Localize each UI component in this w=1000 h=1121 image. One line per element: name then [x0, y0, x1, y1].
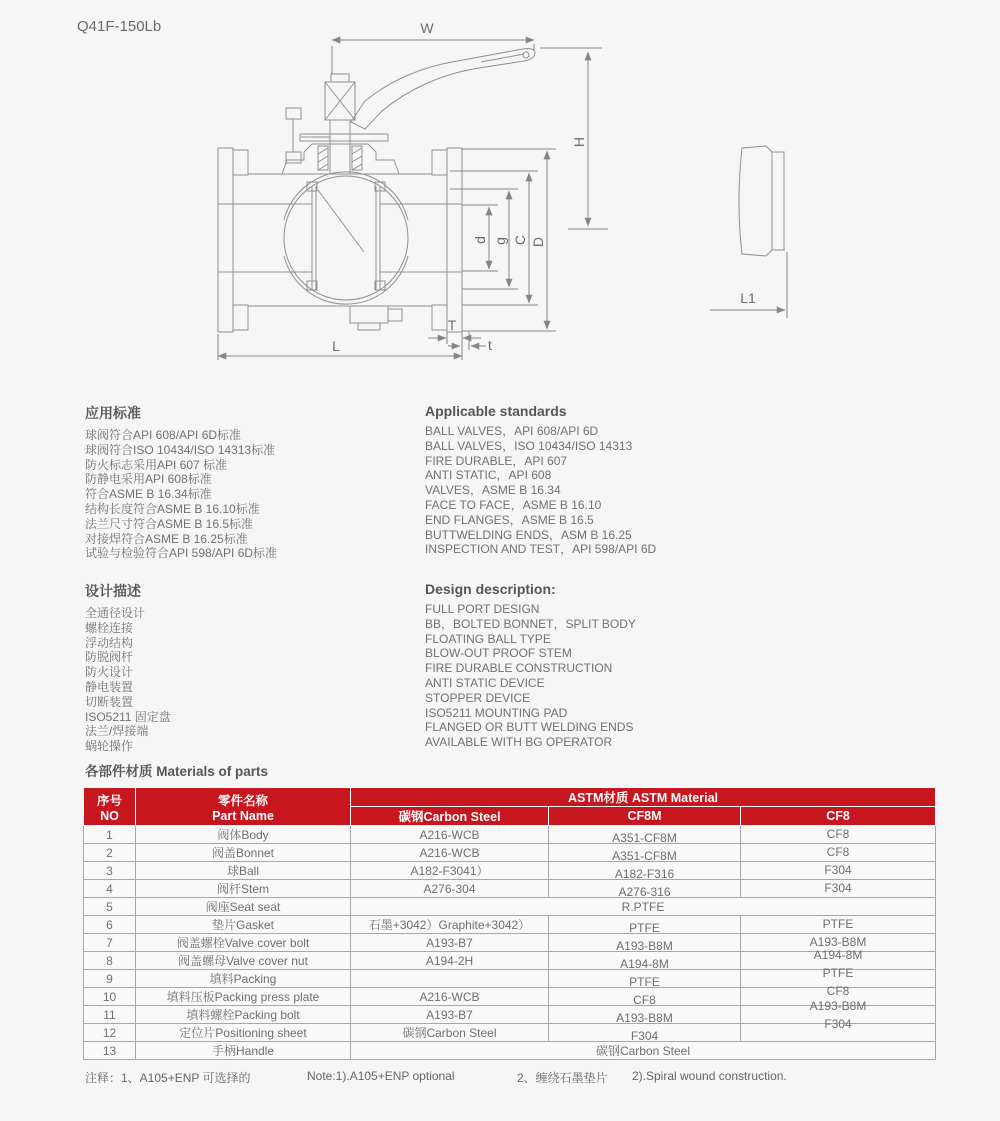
- cell-carbon-steel: 石墨+3042）Graphite+3042）: [351, 916, 549, 934]
- standard-item: FIRE DURABLE，API 607: [425, 453, 568, 468]
- standard-item: FACE TO FACE，ASME B 16.10: [425, 497, 602, 512]
- cell-carbon-steel: A216-WCB: [351, 844, 549, 862]
- design-item: FULL PORT DESIGN: [425, 602, 540, 616]
- design-item: ANTI STATIC DEVICE: [425, 675, 545, 690]
- header-no-cn: 序号: [96, 793, 122, 808]
- cell-cf8: A193-B8M: [741, 934, 936, 952]
- header-no-en: NO: [100, 808, 119, 823]
- standard-item: BUTTWELDING ENDS，ASM B 16.25: [425, 527, 632, 542]
- table-row: [84, 1006, 936, 1024]
- valve-technical-drawing: [0, 0, 1000, 395]
- cell-part: 阀体Body: [136, 826, 351, 844]
- table-header-row: [84, 788, 936, 807]
- cell-no: 13: [84, 1042, 136, 1060]
- cell-carbon-steel: A216-WCB: [351, 826, 549, 844]
- design-list-cn: [85, 606, 425, 754]
- design-item: BLOW-OUT PROOF STEM: [425, 646, 572, 661]
- cell-part: 阀座Seat seat: [136, 898, 351, 916]
- cell-carbon-steel: A216-WCB: [351, 988, 549, 1006]
- table-row: [84, 862, 936, 880]
- cell-cf8m: A351-CF8M: [549, 826, 741, 844]
- cell-part: 垫片Gasket: [136, 916, 351, 934]
- cell-no: 4: [84, 880, 136, 898]
- cell-no: 8: [84, 952, 136, 970]
- cell-cf8m: PTFE: [549, 916, 741, 934]
- cell-cf8: PTFE: [741, 916, 936, 934]
- standards-list-en: [425, 424, 765, 557]
- table-row: [84, 916, 936, 934]
- cell-carbon-steel: A182-F3041）: [351, 862, 549, 880]
- materials-table: [83, 787, 936, 1060]
- dim-label-t-big: T: [447, 317, 457, 333]
- design-description-cn: [85, 581, 425, 754]
- cell-part: 填料螺栓Packing bolt: [136, 1006, 351, 1024]
- cell-cf8: F304: [741, 1024, 936, 1042]
- section-heading: 应用标准: [85, 405, 141, 421]
- cell-part: 球Ball: [136, 862, 351, 880]
- materials-table-title: 各部件材质 Materials of parts: [85, 764, 269, 779]
- cell-part: 阀杆Stem: [136, 880, 351, 898]
- cell-part: 阀盖螺栓Valve cover bolt: [136, 934, 351, 952]
- cell-no: 2: [84, 844, 136, 862]
- standards-list-cn: [85, 428, 425, 561]
- applicable-standards-cn: [85, 403, 425, 561]
- design-description-en: [425, 581, 765, 750]
- valve-side-view: [739, 146, 784, 256]
- cell-carbon-steel: [351, 970, 549, 988]
- cell-part: 手柄Handle: [136, 1042, 351, 1060]
- design-item: FLOATING BALL TYPE: [425, 631, 551, 646]
- cell-no: 6: [84, 916, 136, 934]
- cell-no: 11: [84, 1006, 136, 1024]
- design-item: STOPPER DEVICE: [425, 690, 531, 705]
- cell-cf8m: A193-B8M: [549, 1006, 741, 1024]
- design-item: 防脱阀杆: [85, 650, 134, 665]
- applicable-standards-en: [425, 403, 765, 557]
- standard-item: 对接焊符合ASME B 16.25标准: [85, 531, 248, 546]
- table-row: [84, 1024, 936, 1042]
- cell-part: 阀盖螺母Valve cover nut: [136, 952, 351, 970]
- standard-item: 防静电采用API 608标准: [85, 472, 212, 487]
- table-row: [84, 934, 936, 952]
- standard-item: VALVES，ASME B 16.34: [425, 483, 561, 498]
- table-row: [84, 880, 936, 898]
- design-item: 全通径设计: [85, 606, 146, 620]
- cell-part: 阀盖Bonnet: [136, 844, 351, 862]
- dim-label-l: L: [332, 338, 340, 354]
- table-row: [84, 988, 936, 1006]
- standard-item: 结构长度符合ASME B 16.10标准: [85, 501, 260, 516]
- cell-cf8: PTFE: [741, 970, 936, 988]
- section-heading: Applicable standards: [425, 403, 567, 419]
- standard-item: BALL VALVES，API 608/API 6D: [425, 424, 599, 438]
- dim-label-g: g: [492, 237, 508, 245]
- dimension-lines: [218, 40, 787, 360]
- standard-item: 试验与检验符合API 598/API 6D标准: [85, 546, 278, 561]
- cell-carbon-steel: A276-304: [351, 880, 549, 898]
- footnote-cn-2: 2、缠绕石墨垫片: [517, 1071, 608, 1085]
- header-part-cn: 零件名称: [217, 793, 268, 808]
- design-item: 浮动结构: [85, 635, 134, 650]
- cell-cf8: CF8: [741, 844, 936, 862]
- header-part-en: Part Name: [212, 808, 274, 823]
- section-heading: Design description:: [425, 581, 556, 597]
- standard-item: 符合ASME B 16.34标准: [85, 487, 212, 502]
- cell-cf8: A193-B8M: [741, 1006, 936, 1024]
- standard-item: INSPECTION AND TEST，API 598/API 6D: [425, 542, 657, 557]
- design-item: 螺栓连接: [85, 620, 134, 635]
- cell-cf8m: CF8: [549, 988, 741, 1006]
- standard-item: ANTI STATIC，API 608: [425, 468, 552, 483]
- cell-cf8m: A193-B8M: [549, 934, 741, 952]
- footnote-en-1: Note:1).A105+ENP optional: [307, 1069, 455, 1083]
- design-list-en: [425, 602, 765, 750]
- header-cf8m: CF8M: [549, 807, 741, 826]
- cell-cf8: F304: [741, 862, 936, 880]
- header-no: [84, 788, 136, 826]
- header-cf8: CF8: [741, 807, 936, 826]
- dim-label-c: C: [512, 234, 528, 246]
- cell-cf8m: A194-8M: [549, 952, 741, 970]
- cell-cf8: CF8: [741, 826, 936, 844]
- cell-part: 定位片Positioning sheet: [136, 1024, 351, 1042]
- table-row: [84, 1042, 936, 1060]
- table-row: [84, 898, 936, 916]
- design-item: AVAILABLE WITH BG OPERATOR: [425, 735, 613, 750]
- section-heading: 设计描述: [85, 583, 141, 599]
- dim-label-d: d: [472, 236, 488, 244]
- design-item: 法兰/焊接端: [85, 724, 149, 739]
- cell-no: 3: [84, 862, 136, 880]
- cell-cf8m: A182-F316: [549, 862, 741, 880]
- cell-material-span: 碳钢Carbon Steel: [351, 1042, 936, 1060]
- cell-cf8: F304: [741, 880, 936, 898]
- cell-no: 10: [84, 988, 136, 1006]
- design-item: 切断装置: [85, 694, 134, 709]
- design-item: 防火设计: [85, 665, 134, 680]
- header-carbon-steel: 碳钢Carbon Steel: [351, 807, 549, 826]
- design-item: BB，BOLTED BONNET，SPLIT BODY: [425, 616, 636, 631]
- cell-carbon-steel: A194-2H: [351, 952, 549, 970]
- cell-cf8m: A276-316: [549, 880, 741, 898]
- cell-material-span: R.PTFE: [351, 898, 936, 916]
- standard-item: BALL VALVES，ISO 10434/ISO 14313: [425, 438, 633, 453]
- cell-cf8m: PTFE: [549, 970, 741, 988]
- table-row: [84, 952, 936, 970]
- cell-cf8: CF8: [741, 988, 936, 1006]
- cell-cf8m: A351-CF8M: [549, 844, 741, 862]
- design-item: FIRE DURABLE CONSTRUCTION: [425, 661, 613, 676]
- cell-carbon-steel: A193-B7: [351, 1006, 549, 1024]
- cell-no: 5: [84, 898, 136, 916]
- standard-item: 法兰尺寸符合ASME B 16.5标准: [85, 516, 254, 531]
- dim-label-w: W: [420, 20, 434, 36]
- dim-label-dd: D: [530, 236, 546, 248]
- page-title: Q41F-150Lb: [77, 18, 162, 35]
- cell-part: 填料压板Packing press plate: [136, 988, 351, 1006]
- standard-item: 球阀符合API 608/API 6D标准: [85, 428, 242, 442]
- design-item: ISO5211 固定盘: [85, 709, 171, 724]
- standard-item: 防火标志采用API 607 标准: [85, 457, 228, 472]
- design-item: ISO5211 MOUNTING PAD: [425, 705, 568, 720]
- dim-label-t-small: t: [488, 337, 492, 353]
- design-item: 蜗轮操作: [85, 739, 134, 754]
- cell-part: 填料Packing: [136, 970, 351, 988]
- cell-carbon-steel: A193-B7: [351, 934, 549, 952]
- cell-carbon-steel: 碳钢Carbon Steel: [351, 1024, 549, 1042]
- footnote-en-2: 2).Spiral wound construction.: [632, 1069, 787, 1083]
- table-row: [84, 970, 936, 988]
- cell-cf8: A194-8M: [741, 952, 936, 970]
- header-astm-material: ASTM材质 ASTM Material: [351, 788, 936, 807]
- design-item: FLANGED OR BUTT WELDING ENDS: [425, 720, 634, 735]
- cell-no: 9: [84, 970, 136, 988]
- standard-item: 球阀符合ISO 10434/ISO 14313标准: [85, 442, 276, 457]
- cell-cf8m: F304: [549, 1024, 741, 1042]
- table-row: [84, 826, 936, 844]
- cell-no: 7: [84, 934, 136, 952]
- table-row: [84, 844, 936, 862]
- dim-label-l1: L1: [740, 290, 756, 306]
- standard-item: END FLANGES，ASME B 16.5: [425, 512, 594, 527]
- footnote: [85, 1069, 985, 1087]
- footnote-cn-1: 注释：1、A105+ENP 可选择的: [85, 1071, 251, 1085]
- design-item: 静电装置: [85, 679, 134, 694]
- header-part-name: [136, 788, 351, 826]
- cell-no: 1: [84, 826, 136, 844]
- dim-label-h: H: [571, 136, 587, 148]
- cell-no: 12: [84, 1024, 136, 1042]
